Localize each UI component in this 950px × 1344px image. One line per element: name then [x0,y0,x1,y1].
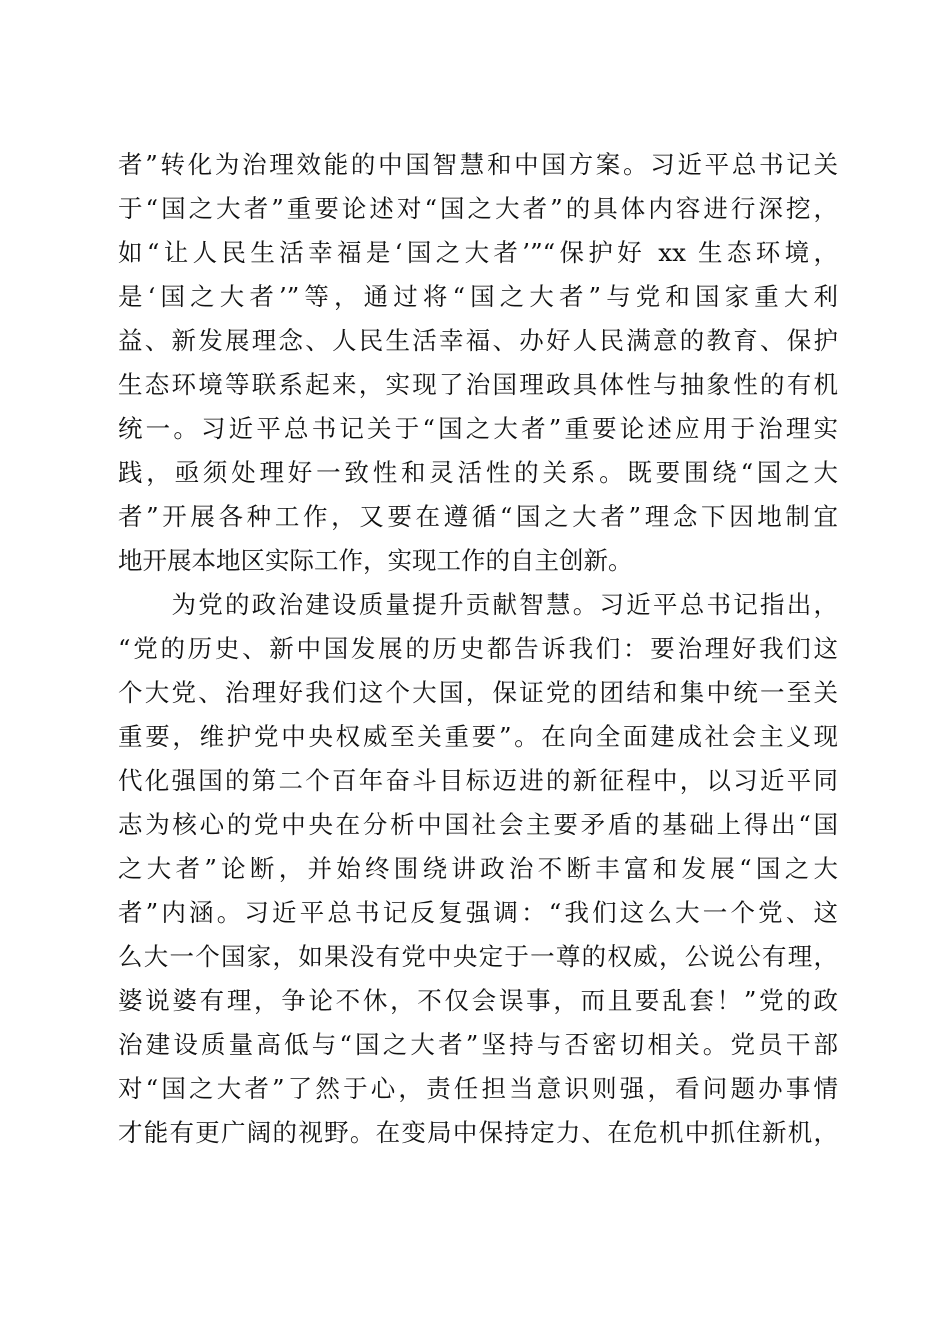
text-line: 践，亟须处理好一致性和灵活性的关系。既要围绕“国之大 [118,458,838,487]
text-line: 者”内涵。习近平总书记反复强调：“我们这么大一个党、这 [118,898,838,927]
text-line: 于“国之大者”重要论述对“国之大者”的具体内容进行深挖， [118,194,838,223]
text-line: “党的历史、新中国发展的历史都告诉我们：要治理好我们这 [118,634,838,663]
text-line: 地开展本地区实际工作，实现工作的自主创新。 [118,546,633,575]
text-line: 婆说婆有理，争论不休，不仅会误事，而且要乱套！”党的政 [118,986,838,1015]
text-line: 个大党、治理好我们这个大国，保证党的团结和集中统一至关 [118,678,838,707]
text-line: 益、新发展理念、人民生活幸福、办好人民满意的教育、保护 [118,326,838,355]
paragraph-1 [118,143,838,583]
paragraph-2 [118,583,838,1155]
text-line: 者”转化为治理效能的中国智慧和中国方案。习近平总书记关 [118,150,838,179]
text-line: 重要，维护党中央权威至关重要”。在向全面建成社会主义现 [118,722,838,751]
text-line: 者”开展各种工作，又要在遵循“国之大者”理念下因地制宜 [118,502,838,531]
text-line: 生态环境等联系起来，实现了治国理政具体性与抽象性的有机 [118,370,838,399]
body-text [118,143,838,1155]
text-line: 统一。习近平总书记关于“国之大者”重要论述应用于治理实 [118,414,838,443]
text-line: 对“国之大者”了然于心，责任担当意识则强，看问题办事情 [118,1074,838,1103]
text-line: 么大一个国家，如果没有党中央定于一尊的权威，公说公有理， [118,942,838,971]
text-line: 是‘国之大者’”等，通过将“国之大者”与党和国家重大利 [118,282,838,311]
text-line: 才能有更广阔的视野。在变局中保持定力、在危机中抓住新机， [118,1118,838,1147]
text-line: 为党的政治建设质量提升贡献智慧。习近平总书记指出， [118,590,838,619]
text-line: 治建设质量高低与“国之大者”坚持与否密切相关。党员干部 [118,1030,838,1059]
text-line: 代化强国的第二个百年奋斗目标迈进的新征程中，以习近平同 [118,766,838,795]
text-line: 之大者”论断，并始终围绕讲政治不断丰富和发展“国之大 [118,854,838,883]
text-line: 如“让人民生活幸福是‘国之大者’”“保护好 xx 生态环境， [118,238,838,267]
text-line: 志为核心的党中央在分析中国社会主要矛盾的基础上得出“国 [118,810,838,839]
